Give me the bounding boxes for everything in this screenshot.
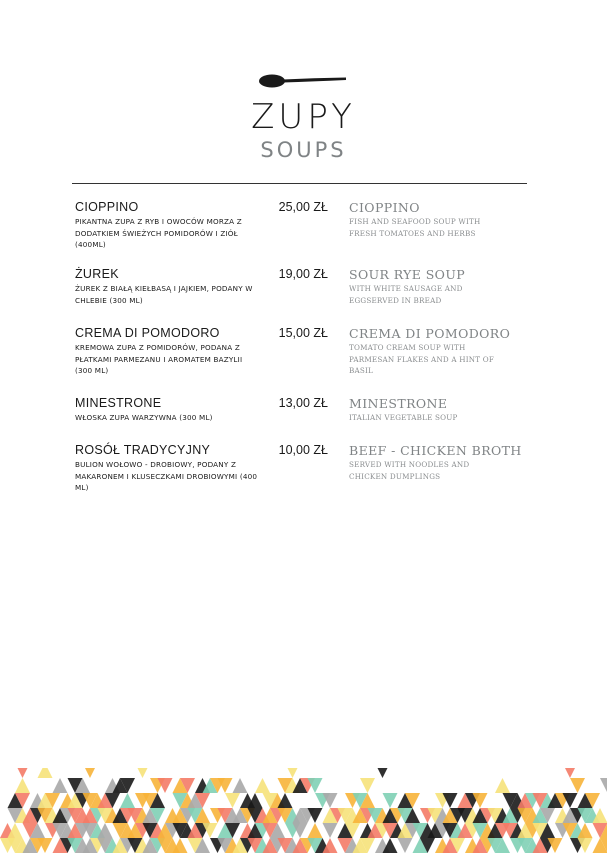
- divider: [72, 183, 527, 184]
- item-name: MINESTRONE: [75, 396, 162, 410]
- item-name-english: CREMA DI POMODORO: [349, 326, 511, 341]
- item-price: 19,00 ZŁ: [278, 267, 328, 281]
- item-description-english: FISH AND SEAFOOD SOUP WITH FRESH TOMATOES AND HERBS: [349, 217, 481, 238]
- pattern-triangle: [323, 823, 338, 838]
- pattern-triangle: [495, 778, 510, 793]
- pattern-triangle: [15, 768, 30, 778]
- pattern-triangle: [38, 768, 53, 778]
- item-name: ŻUREK: [75, 267, 119, 281]
- pattern-triangle: [53, 778, 68, 793]
- item-name-english: SOUR RYE SOUP: [349, 267, 466, 282]
- pattern-triangle: [600, 778, 607, 793]
- item-name: CREMA DI POMODORO: [75, 326, 220, 340]
- item-name-english: BEEF - CHICKEN BROTH: [349, 443, 522, 458]
- pattern-triangle: [225, 793, 240, 808]
- item-description: PIKANTNA ZUPA Z RYB I OWOCÓW MORZA Z DODATKIEM ŚWIEŻYCH POMIDORÓW I ZIÓŁ (400ML): [75, 217, 242, 249]
- pattern-triangle: [83, 768, 98, 778]
- pattern-triangle: [360, 778, 375, 793]
- pattern-triangle: [563, 768, 578, 778]
- pattern-triangle: [398, 838, 413, 853]
- page-title: ZUPY: [251, 97, 356, 137]
- item-name: ROSÓŁ TRADYCYJNY: [75, 443, 211, 457]
- item-name: CIOPPINO: [75, 200, 139, 214]
- pattern-triangle: [383, 793, 398, 808]
- pattern-triangle: [255, 778, 270, 793]
- item-price: 10,00 ZŁ: [278, 443, 328, 457]
- item-description-english: ITALIAN VEGETABLE SOUP: [349, 413, 458, 422]
- pattern-triangle: [570, 778, 585, 793]
- item-description: KREMOWA ZUPA Z POMIDORÓW, PODANA Z PŁATKAMI PARMEZANU I AROMATEM BAZYLII (300 ML): [75, 343, 243, 375]
- pattern-triangle: [233, 778, 248, 793]
- item-description-english: TOMATO CREAM SOUP WITH PARMESAN FLAKES AND A HINT OF BASIL: [349, 343, 495, 375]
- item-name-english: MINESTRONE: [349, 396, 448, 411]
- item-name-english: CIOPPINO: [349, 200, 420, 215]
- item-description: WŁOSKA ZUPA WARZYWNA (300 ML): [75, 413, 213, 422]
- pattern-triangle: [308, 823, 323, 838]
- pattern-triangle: [135, 768, 150, 778]
- item-description-english: WITH WHITE SAUSAGE AND EGGSERVED IN BREAD: [349, 284, 463, 305]
- pattern-triangle: [375, 768, 390, 778]
- triangle-pattern: [0, 768, 607, 853]
- spoon-icon: [258, 71, 348, 91]
- item-description-english: SERVED WITH NOODLES AND CHICKEN DUMPLINGS: [349, 460, 470, 481]
- item-description: BULION WOŁOWO - DROBIOWY, PODANY Z MAKARONEM I KLUSECZKAMI DROBIOWYMI (400 ML): [75, 460, 258, 492]
- pattern-triangle: [120, 793, 135, 808]
- pattern-triangle: [285, 768, 300, 778]
- pattern-triangle: [15, 778, 30, 793]
- item-price: 25,00 ZŁ: [278, 200, 328, 214]
- item-price: 13,00 ZŁ: [278, 396, 328, 410]
- item-price: 15,00 ZŁ: [278, 326, 328, 340]
- item-description: ŻUREK Z BIAŁĄ KIEŁBASĄ I JAJKIEM, PODANY W CHLEBIE (300 ML): [75, 284, 253, 305]
- page-subtitle: SOUPS: [260, 138, 347, 162]
